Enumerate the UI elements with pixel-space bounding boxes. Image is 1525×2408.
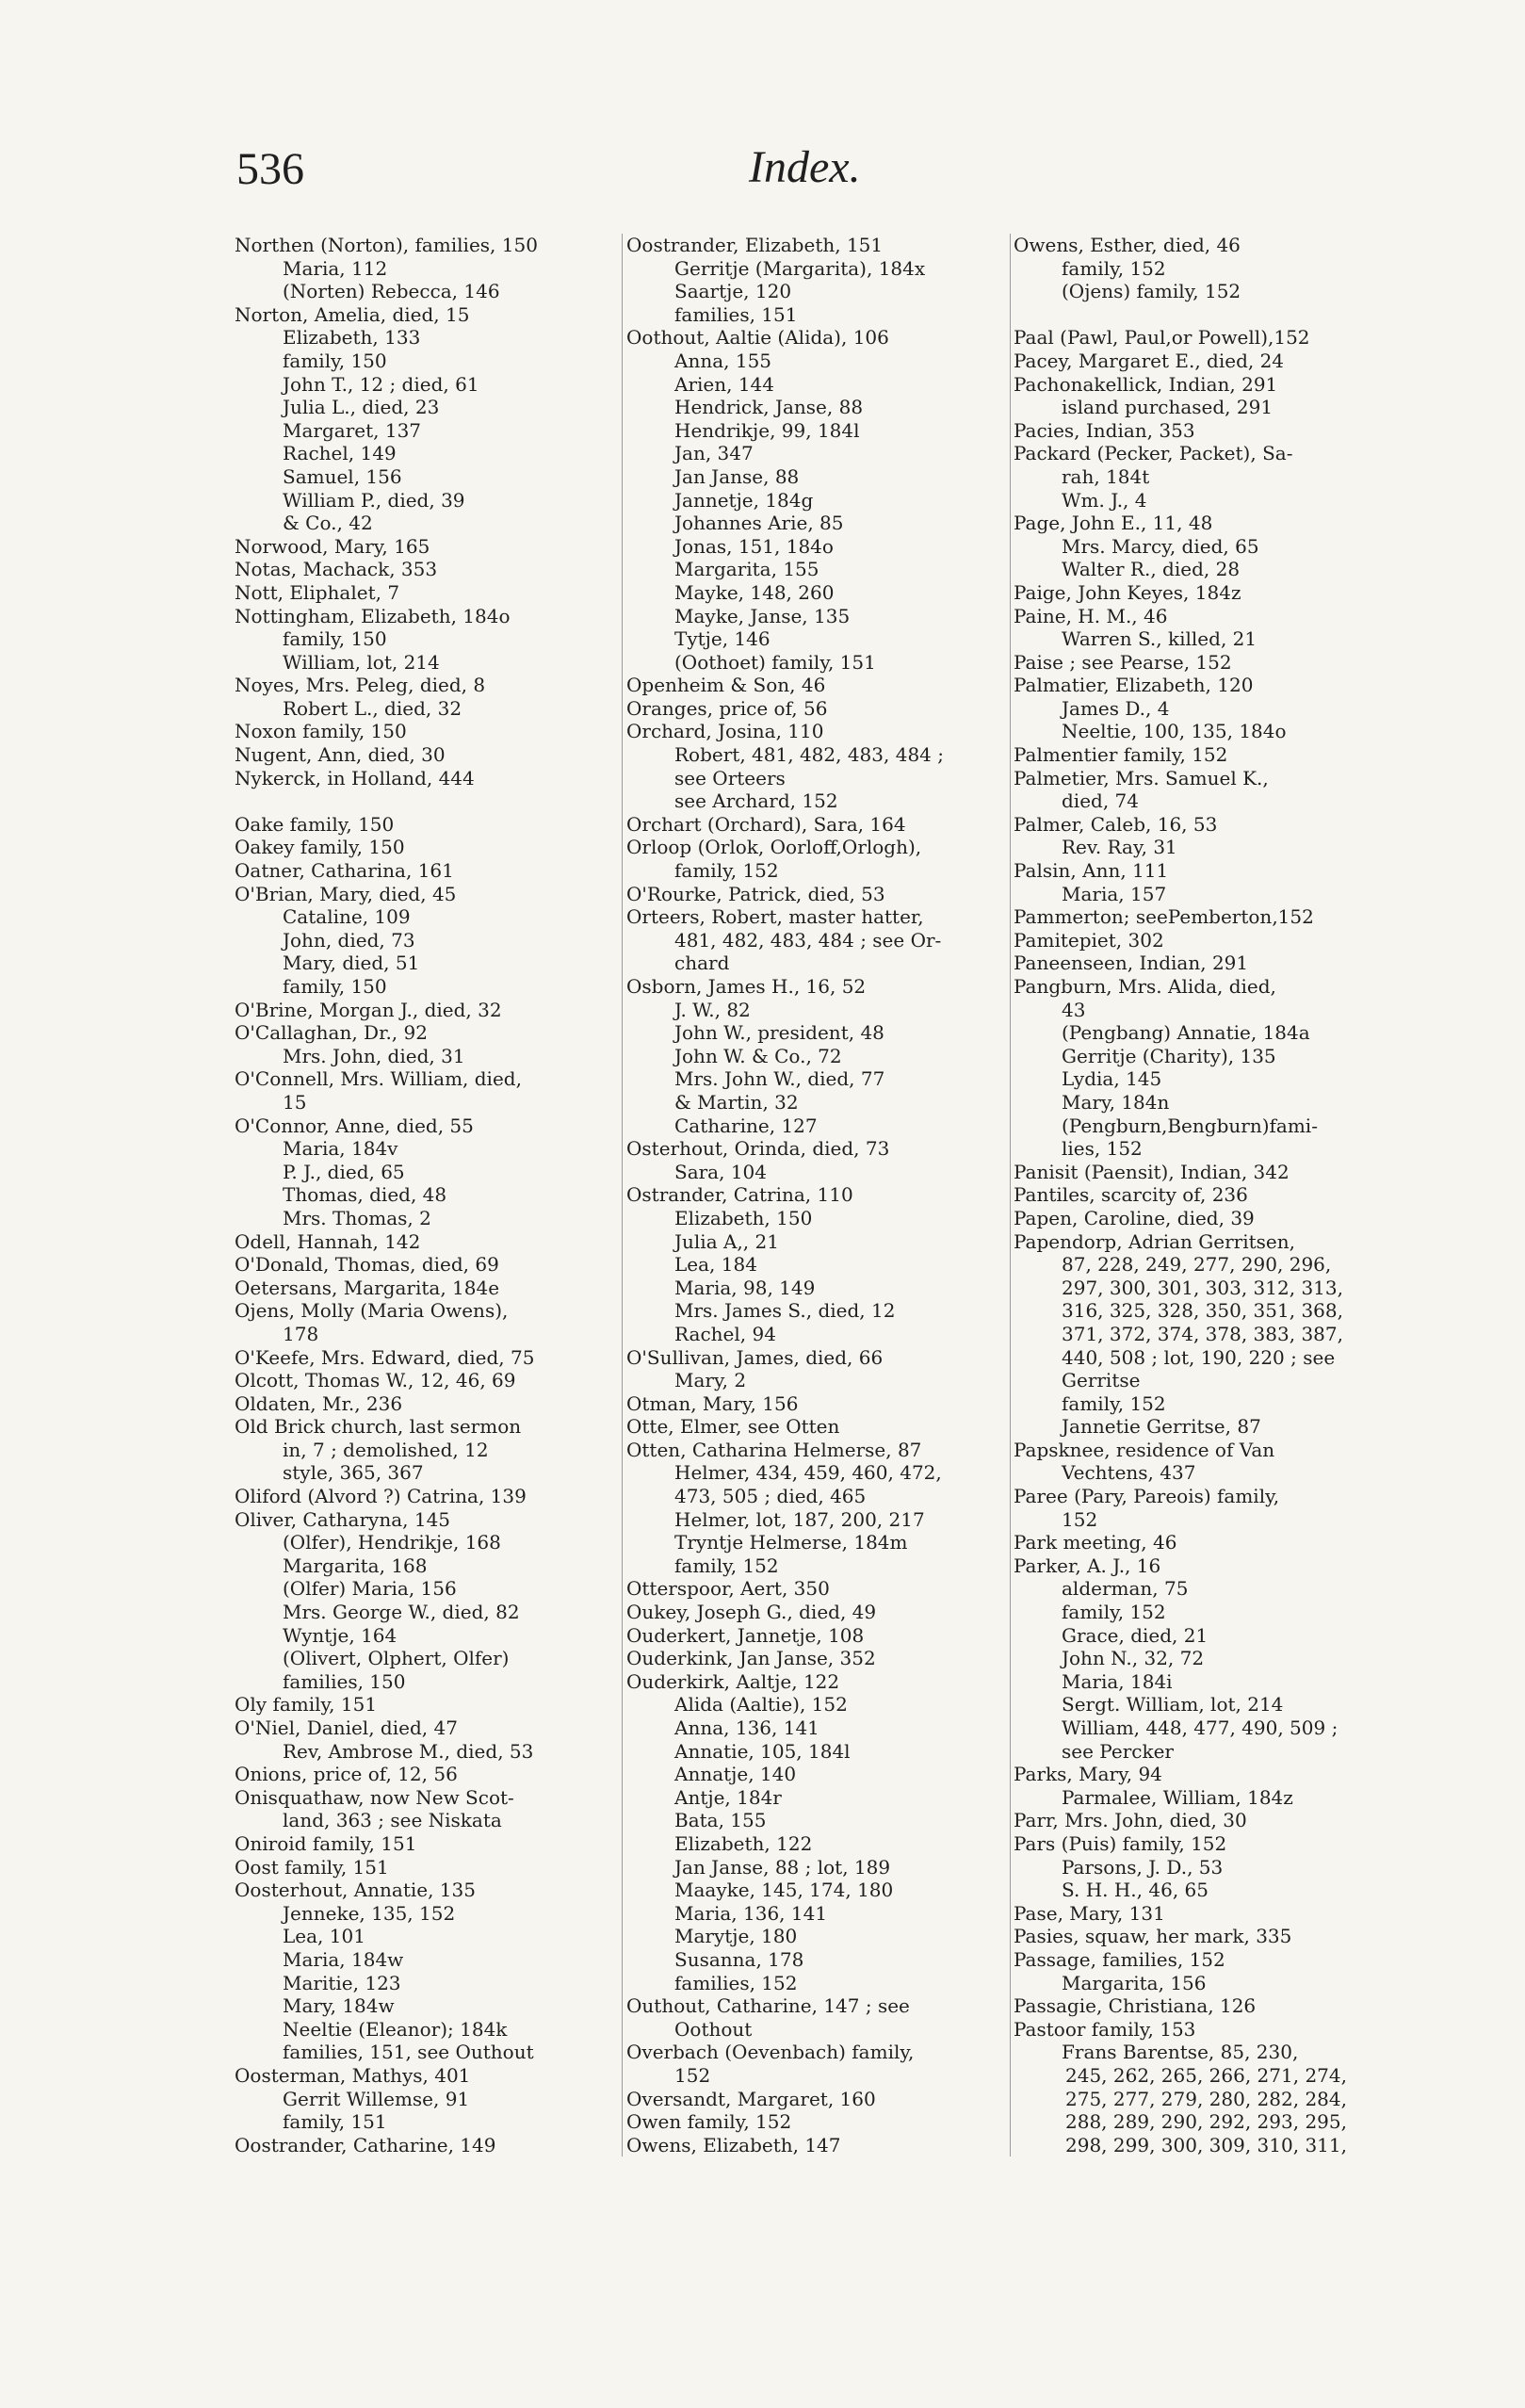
index-subentry: Gerritje (Charity), 135: [1062, 1044, 1276, 1067]
index-entry: Nott, Eliphalet, 7: [235, 580, 400, 604]
index-subentry: (Ojens) family, 152: [1062, 280, 1241, 303]
index-entry: Oosterhout, Annatie, 135: [235, 1879, 476, 1902]
index-entry: Nugent, Ann, died, 30: [235, 743, 446, 767]
index-subentry: 87, 228, 249, 277, 290, 296,: [1062, 1253, 1332, 1277]
index-entry: Ostrander, Catrina, 110: [626, 1183, 853, 1207]
index-entry: Ouderkink, Jan Janse, 352: [626, 1647, 876, 1670]
index-entry: Norton, Amelia, died, 15: [235, 302, 470, 326]
index-subentry: families, 150: [283, 1669, 406, 1693]
index-subentry: Jan Janse, 88 ; lot, 189: [674, 1855, 891, 1879]
index-subentry: Gerritje (Margarita), 184x: [674, 256, 926, 280]
index-subentry: Oothout: [674, 2017, 753, 2041]
index-subentry: Rachel, 94: [674, 1322, 776, 1345]
index-entry: Osborn, James H., 16, 52: [626, 975, 867, 998]
index-entry: Pase, Mary, 131: [1014, 1901, 1165, 1925]
running-title: Index.: [749, 142, 861, 192]
index-entry: Palmentier family, 152: [1014, 743, 1228, 767]
index-subentry: Mary, 2: [674, 1369, 747, 1392]
index-subentry: Sergt. William, lot, 214: [1062, 1693, 1284, 1717]
index-entry: Oake family, 150: [235, 812, 395, 836]
index-entry: Oliford (Alvord ?) Catrina, 139: [235, 1485, 527, 1508]
index-subentry: Margarita, 168: [283, 1554, 428, 1577]
index-subentry: (Oothoet) family, 151: [674, 650, 876, 674]
index-subentry: family, 150: [283, 349, 387, 372]
index-entry: Paise ; see Pearse, 152: [1014, 650, 1232, 674]
index-entry: O'Keefe, Mrs. Edward, died, 75: [235, 1345, 535, 1369]
index-subentry: Elizabeth, 150: [674, 1206, 813, 1229]
index-subentry: died, 74: [1062, 789, 1140, 813]
index-subentry: Lea, 184: [674, 1253, 757, 1277]
index-entry: Odell, Hannah, 142: [235, 1229, 421, 1253]
index-entry: Owens, Esther, died, 46: [1014, 234, 1241, 256]
index-entry: Noyes, Mrs. Peleg, died, 8: [235, 674, 486, 697]
index-entry: Pantiles, scarcity of, 236: [1014, 1183, 1248, 1207]
index-entry: Otman, Mary, 156: [626, 1391, 799, 1415]
index-entry: Noxon family, 150: [235, 720, 407, 743]
index-entry: Nykerck, in Holland, 444: [235, 766, 475, 789]
index-subentry: 275, 277, 279, 280, 282, 284,: [1065, 2087, 1347, 2110]
index-subentry: Wyntje, 164: [283, 1623, 397, 1647]
index-subentry: Gerrit Willemse, 91: [283, 2087, 470, 2110]
index-subentry: family, 152: [1062, 1601, 1166, 1624]
page-header: [0, 141, 1525, 207]
index-subentry: lies, 152: [1062, 1137, 1143, 1161]
index-entry: Ojens, Molly (Maria Owens),: [235, 1299, 509, 1323]
index-entry: Parr, Mrs. John, died, 30: [1014, 1809, 1247, 1832]
index-subentry: 473, 505 ; died, 465: [674, 1485, 867, 1508]
index-subentry: Samuel, 156: [283, 464, 402, 488]
index-subentry: Tytje, 146: [674, 627, 771, 651]
index-entry: Pacey, Margaret E., died, 24: [1014, 349, 1285, 372]
index-entry: Northen (Norton), families, 150: [235, 234, 538, 256]
index-entry: Papen, Caroline, died, 39: [1014, 1206, 1255, 1229]
index-subentry: John W., president, 48: [674, 1021, 884, 1045]
index-entry: Parks, Mary, 94: [1014, 1763, 1162, 1786]
index-entry: Orloop (Orlok, Oorloff,Orlogh),: [626, 836, 922, 859]
index-entry: Otterspoor, Aert, 350: [626, 1577, 830, 1601]
index-subentry: Parmalee, William, 184z: [1062, 1785, 1293, 1809]
index-entry: Palmer, Caleb, 16, 53: [1014, 812, 1218, 836]
index-subentry: Mrs. George W., died, 82: [283, 1601, 520, 1624]
index-subentry: Mary, 184n: [1062, 1090, 1170, 1114]
index-subentry: Mary, died, 51: [283, 952, 420, 975]
index-entry: O'Rourke, Patrick, died, 53: [626, 882, 885, 905]
index-subentry: Maria, 184v: [283, 1137, 398, 1161]
index-entry: Onisquathaw, now New Scot-: [235, 1785, 514, 1809]
index-subentry: Arien, 144: [674, 372, 775, 396]
index-subentry: Julia A,, 21: [674, 1229, 779, 1253]
index-subentry: Lydia, 145: [1062, 1067, 1162, 1091]
index-subentry: 152: [1062, 1507, 1098, 1531]
index-subentry: Maria, 157: [1062, 882, 1167, 905]
index-subentry: William, 448, 477, 490, 509 ;: [1062, 1717, 1338, 1739]
index-subentry: John T., 12 ; died, 61: [283, 372, 479, 396]
index-subentry: families, 151: [674, 302, 798, 326]
index-entry: Park meeting, 46: [1014, 1531, 1177, 1554]
index-subentry: Catharine, 127: [674, 1114, 818, 1137]
index-subentry: Parsons, J. D., 53: [1062, 1855, 1224, 1879]
index-subentry: Marytje, 180: [674, 1925, 798, 1948]
index-subentry: Saartje, 120: [674, 280, 792, 303]
index-entry: Owens, Elizabeth, 147: [626, 2133, 841, 2156]
index-entry: Oversandt, Margaret, 160: [626, 2087, 876, 2110]
index-entry: Oosterman, Mathys, 401: [235, 2063, 471, 2087]
index-entry: O'Connell, Mrs. William, died,: [235, 1067, 522, 1091]
index-subentry: Tryntje Helmerse, 184m: [674, 1531, 908, 1554]
index-subentry: Margarita, 155: [674, 558, 819, 581]
index-subentry: Mary, 184w: [283, 1994, 395, 2018]
index-entry: Pars (Puis) family, 152: [1014, 1831, 1227, 1855]
index-entry: Paneenseen, Indian, 291: [1014, 952, 1249, 975]
index-entry: O'Niel, Daniel, died, 47: [235, 1717, 458, 1739]
index-subentry: (Olfer) Maria, 156: [283, 1577, 457, 1601]
index-subentry: Susanna, 178: [674, 1947, 804, 1971]
index-subentry: 481, 482, 483, 484 ; see Or-: [674, 928, 942, 952]
index-subentry: Maria, 136, 141: [674, 1901, 828, 1925]
index-subentry: see Orteers: [674, 766, 786, 789]
index-subentry: Rev. Ray, 31: [1062, 836, 1177, 859]
index-entry: O'Callaghan, Dr., 92: [235, 1021, 428, 1045]
index-subentry: Wm. J., 4: [1062, 488, 1147, 512]
section-gap: [1014, 303, 1384, 327]
page-number: 536: [236, 144, 304, 194]
index-subentry: Maria, 184w: [283, 1947, 404, 1971]
index-entry: O'Brine, Morgan J., died, 32: [235, 998, 502, 1021]
index-subentry: Mayke, Janse, 135: [674, 604, 851, 627]
index-subentry: John, died, 73: [283, 928, 415, 952]
section-gap: [235, 789, 607, 813]
index-entry: Palmatier, Elizabeth, 120: [1014, 674, 1254, 697]
index-entry: Papendorp, Adrian Gerritsen,: [1014, 1229, 1295, 1253]
index-subentry: land, 363 ; see Niskata: [283, 1809, 502, 1832]
index-entry: Paal (Pawl, Paul,or Powell),152: [1014, 326, 1310, 350]
index-entry: Paree (Pary, Pareois) family,: [1014, 1485, 1280, 1508]
index-entry: Osterhout, Orinda, died, 73: [626, 1137, 890, 1161]
index-subentry: Anna, 136, 141: [674, 1717, 819, 1739]
index-subentry: Hendrikje, 99, 184l: [674, 418, 860, 442]
index-subentry: Lea, 101: [283, 1925, 365, 1948]
index-entry: O'Brian, Mary, died, 45: [235, 882, 457, 905]
index-subentry: Mrs. John, died, 31: [283, 1044, 465, 1067]
index-subentry: Alida (Aaltie), 152: [674, 1693, 848, 1717]
index-subentry: Vechtens, 437: [1062, 1461, 1196, 1485]
index-subentry: family, 152: [674, 859, 779, 883]
index-entry: Pacies, Indian, 353: [1014, 418, 1195, 442]
index-subentry: 440, 508 ; lot, 190, 220 ; see: [1062, 1345, 1336, 1369]
index-entry: Pammerton; seePemberton,152: [1014, 905, 1314, 929]
index-entry: Nottingham, Elizabeth, 184o: [235, 604, 511, 627]
index-subentry: Margarita, 156: [1062, 1971, 1207, 1994]
index-subentry: 178: [283, 1322, 319, 1345]
index-subentry: Maayke, 145, 174, 180: [674, 1879, 894, 1902]
index-subentry: Robert, 481, 482, 483, 484 ;: [674, 743, 944, 767]
index-column-1: [235, 234, 607, 2156]
index-subentry: Robert L., died, 32: [283, 696, 462, 720]
index-subentry: (Olfer), Hendrikje, 168: [283, 1531, 501, 1554]
index-subentry: island purchased, 291: [1062, 396, 1274, 419]
index-entry: Paine, H. M., 46: [1014, 604, 1168, 627]
index-subentry: Jan, 347: [674, 442, 754, 465]
index-subentry: Mrs. John W., died, 77: [674, 1067, 885, 1091]
index-subentry: John N., 32, 72: [1062, 1647, 1205, 1670]
index-entry: Passage, families, 152: [1014, 1947, 1225, 1971]
index-subentry: Mrs. Marcy, died, 65: [1062, 534, 1259, 558]
index-subentry: (Pengburn,Bengburn)fami-: [1062, 1114, 1318, 1137]
index-column-2: [622, 234, 996, 2156]
index-subentry: Maritie, 123: [283, 1971, 401, 1994]
index-subentry: 15: [283, 1090, 307, 1114]
index-entry: O'Donald, Thomas, died, 69: [235, 1253, 499, 1277]
index-entry: Oostrander, Catharine, 149: [235, 2133, 496, 2156]
index-entry: Onions, price of, 12, 56: [235, 1763, 458, 1786]
index-entry: Oukey, Joseph G., died, 49: [626, 1601, 877, 1624]
index-subentry: P. J., died, 65: [283, 1160, 405, 1183]
index-entry: Oranges, price of, 56: [626, 696, 828, 720]
index-subentry: Gerritse: [1062, 1369, 1141, 1392]
index-entry: Pachonakellick, Indian, 291: [1014, 372, 1278, 396]
index-subentry: Helmer, 434, 459, 460, 472,: [674, 1461, 942, 1485]
index-subentry: family, 152: [674, 1554, 779, 1577]
index-subentry: Elizabeth, 133: [283, 326, 421, 350]
index-entry: Oakey family, 150: [235, 836, 405, 859]
index-subentry: Mayke, 148, 260: [674, 580, 835, 604]
index-entry: Otte, Elmer, see Otten: [626, 1415, 840, 1439]
index-entry: Old Brick church, last sermon: [235, 1415, 522, 1439]
index-subentry: J. W., 82: [674, 998, 751, 1021]
index-subentry: Jonas, 151, 184o: [674, 534, 834, 558]
index-subentry: Maria, 184i: [1062, 1669, 1173, 1693]
index-subentry: Grace, died, 21: [1062, 1623, 1209, 1647]
index-subentry: & Co., 42: [283, 512, 373, 535]
index-entry: Otten, Catharina Helmerse, 87: [626, 1438, 922, 1461]
index-subentry: in, 7 ; demolished, 12: [283, 1438, 489, 1461]
index-entry: Norwood, Mary, 165: [235, 534, 430, 558]
index-entry: Oothout, Aaltie (Alida), 106: [626, 326, 889, 350]
index-subentry: Sara, 104: [674, 1160, 767, 1183]
index-entry: O'Connor, Anne, died, 55: [235, 1114, 474, 1137]
index-entry: Passagie, Christiana, 126: [1014, 1994, 1257, 2018]
index-subentry: 316, 325, 328, 350, 351, 368,: [1062, 1299, 1343, 1323]
index-entry: O'Sullivan, James, died, 66: [626, 1345, 884, 1369]
index-subentry: Antje, 184r: [674, 1785, 782, 1809]
index-subentry: Hendrick, Janse, 88: [674, 396, 864, 419]
index-subentry: James D., 4: [1062, 696, 1170, 720]
index-subentry: see Archard, 152: [674, 789, 838, 813]
index-subentry: family, 151: [283, 2110, 387, 2134]
index-subentry: 288, 289, 290, 292, 293, 295,: [1065, 2110, 1347, 2134]
index-subentry: families, 151, see Outhout: [283, 2041, 534, 2064]
index-subentry: 152: [674, 2063, 711, 2087]
index-entry: Ouderkirk, Aaltje, 122: [626, 1669, 840, 1693]
index-subentry: Jan Janse, 88: [674, 464, 800, 488]
index-subentry: Annatje, 140: [674, 1763, 797, 1786]
index-subentry: 298, 299, 300, 309, 310, 311,: [1065, 2133, 1347, 2156]
index-subentry: rah, 184t: [1062, 464, 1150, 488]
index-entry: Oatner, Catharina, 161: [235, 859, 454, 883]
index-entry: Outhout, Catharine, 147 ; see: [626, 1994, 910, 2018]
index-subentry: Elizabeth, 122: [674, 1831, 813, 1855]
index-entry: Palsin, Ann, 111: [1014, 859, 1169, 883]
index-subentry: Johannes Arie, 85: [674, 512, 844, 535]
index-column-3: [1010, 234, 1384, 2156]
index-subentry: Mrs. James S., died, 12: [674, 1299, 896, 1323]
index-subentry: (Olivert, Olphert, Olfer): [283, 1647, 510, 1670]
index-entry: Ouderkert, Jannetje, 108: [626, 1623, 865, 1647]
index-subentry: alderman, 75: [1062, 1577, 1189, 1601]
index-entry: Pamitepiet, 302: [1014, 928, 1164, 952]
index-subentry: Annatie, 105, 184l: [674, 1739, 851, 1763]
index-subentry: family, 150: [283, 627, 387, 651]
index-subentry: 245, 262, 265, 266, 271, 274,: [1065, 2063, 1347, 2087]
index-entry: Orteers, Robert, master hatter,: [626, 905, 924, 929]
index-subentry: Thomas, died, 48: [283, 1183, 447, 1207]
index-entry: Overbach (Oevenbach) family,: [626, 2041, 915, 2064]
index-entry: Openheim & Son, 46: [626, 674, 826, 697]
index-subentry: Jannetje, 184g: [674, 488, 814, 512]
index-subentry: family, 150: [283, 975, 387, 998]
index-subentry: John W. & Co., 72: [674, 1044, 842, 1067]
index-subentry: Julia L., died, 23: [283, 396, 440, 419]
index-entry: Oniroid family, 151: [235, 1831, 417, 1855]
index-subentry: Frans Barentse, 85, 230,: [1062, 2041, 1299, 2064]
index-subentry: Jenneke, 135, 152: [283, 1901, 456, 1925]
index-entry: Oldaten, Mr., 236: [235, 1391, 403, 1415]
index-subentry: Margaret, 137: [283, 418, 422, 442]
index-subentry: Rachel, 149: [283, 442, 397, 465]
index-subentry: 371, 372, 374, 378, 383, 387,: [1062, 1322, 1343, 1345]
index-subentry: see Percker: [1062, 1739, 1174, 1763]
index-subentry: family, 152: [1062, 256, 1166, 280]
index-entry: Papsknee, residence of Van: [1014, 1438, 1275, 1461]
index-entry: Page, John E., 11, 48: [1014, 512, 1213, 535]
index-subentry: Walter R., died, 28: [1062, 558, 1241, 581]
index-subentry: (Norten) Rebecca, 146: [283, 280, 500, 303]
index-subentry: Cataline, 109: [283, 905, 411, 929]
index-subentry: William, lot, 214: [283, 650, 440, 674]
index-entry: Olcott, Thomas W., 12, 46, 69: [235, 1369, 516, 1392]
index-subentry: Neeltie (Eleanor); 184k: [283, 2017, 508, 2041]
index-subentry: family, 152: [1062, 1391, 1166, 1415]
index-entry: Pasies, squaw, her mark, 335: [1014, 1925, 1292, 1948]
index-entry: Panisit (Paensit), Indian, 342: [1014, 1160, 1290, 1183]
index-subentry: Maria, 112: [283, 256, 388, 280]
index-subentry: William P., died, 39: [283, 488, 465, 512]
index-subentry: Jannetie Gerritse, 87: [1062, 1415, 1261, 1439]
index-subentry: Mrs. Thomas, 2: [283, 1206, 431, 1229]
index-subentry: 297, 300, 301, 303, 312, 313,: [1062, 1276, 1343, 1299]
index-subentry: (Pengbang) Annatie, 184a: [1062, 1021, 1310, 1045]
index-subentry: 43: [1062, 998, 1086, 1021]
index-subentry: families, 152: [674, 1971, 798, 1994]
index-entry: Orchard, Josina, 110: [626, 720, 824, 743]
index-entry: Oliver, Catharyna, 145: [235, 1507, 451, 1531]
index-entry: Pangburn, Mrs. Alida, died,: [1014, 975, 1276, 998]
index-entry: Palmetier, Mrs. Samuel K.,: [1014, 766, 1269, 789]
index-subentry: Helmer, lot, 187, 200, 217: [674, 1507, 925, 1531]
index-entry: Paige, John Keyes, 184z: [1014, 580, 1241, 604]
index-entry: Oost family, 151: [235, 1855, 389, 1879]
index-subentry: chard: [674, 952, 730, 975]
index-subentry: & Martin, 32: [674, 1090, 799, 1114]
index-entry: Notas, Machack, 353: [235, 558, 438, 581]
index-subentry: Bata, 155: [674, 1809, 767, 1832]
index-entry: Owen family, 152: [626, 2110, 792, 2134]
index-entry: Pastoor family, 153: [1014, 2017, 1196, 2041]
index-subentry: style, 365, 367: [283, 1461, 424, 1485]
index-subentry: Maria, 98, 149: [674, 1276, 816, 1299]
index-entry: Oostrander, Elizabeth, 151: [626, 234, 884, 256]
index-entry: Oetersans, Margarita, 184e: [235, 1276, 500, 1299]
index-subentry: S. H. H., 46, 65: [1062, 1879, 1209, 1902]
index-entry: Parker, A. J., 16: [1014, 1554, 1161, 1577]
index-entry: Orchart (Orchard), Sara, 164: [626, 812, 906, 836]
index-entry: Oly family, 151: [235, 1693, 378, 1717]
index-subentry: Rev, Ambrose M., died, 53: [283, 1739, 534, 1763]
index-subentry: Neeltie, 100, 135, 184o: [1062, 720, 1287, 743]
index-subentry: Warren S., killed, 21: [1062, 627, 1257, 651]
index-subentry: Anna, 155: [674, 349, 772, 372]
index-entry: Packard (Pecker, Packet), Sa-: [1014, 442, 1293, 465]
